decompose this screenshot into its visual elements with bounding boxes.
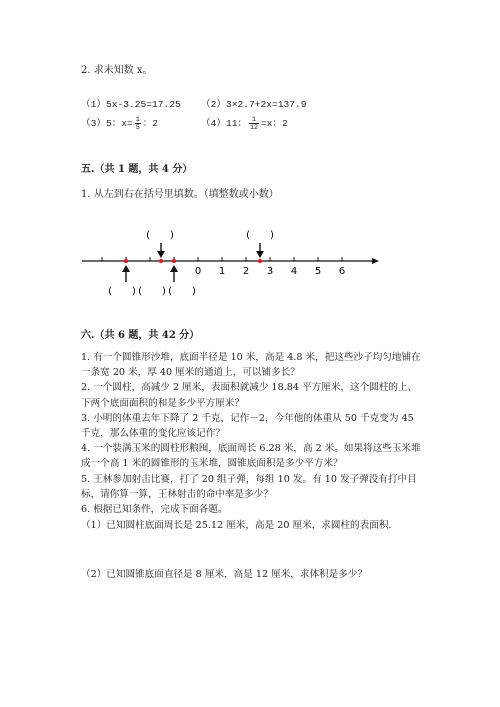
problem-4: 4. 一个装满玉米的圆柱形粮囤，底面周长 6.28 米，高 2 米。如果将这些玉米堆成一个高 1 米的圆锥形的玉米堆，圆锥底面积是多少平方米？: [81, 443, 421, 470]
answer-bracket-top-1: ( ): [146, 230, 174, 241]
fraction-numerator: 1: [249, 116, 259, 124]
tick-label: 3: [266, 266, 274, 277]
arrow-down-icon: [256, 243, 264, 258]
question-title: 2. 求未知数 x。: [81, 65, 153, 76]
tick-label: 0: [194, 266, 202, 277]
problem-6: 6. 根据已知条件，完成下面各题。: [81, 504, 228, 516]
answer-bracket-bottom-3: ( ): [168, 286, 196, 297]
equation-2: （2）3×2.7+2x=137.9: [201, 99, 307, 110]
problem-2: 2. 一个圆柱，高减少 2 厘米，表面积就减少 18.84 平方厘米，这个圆柱的上、下两个底面面积的和是多少平方厘米？: [81, 382, 418, 409]
problem-3: 3. 小明的体重去年下降了 2 千克，记作－2，今年他的体重从 50 千克变为 45 千克，那么体重的变化应该记作？: [81, 412, 414, 440]
equation-3-prefix: （3）5：x=: [81, 118, 133, 129]
sub-question-1: （1）已知圆柱底面周长是 25.12 厘米，高是 20 厘米，求圆柱的表面积.: [81, 520, 392, 531]
arrow-down-icon: [157, 243, 165, 258]
answer-bracket-bottom-2: ( ): [138, 286, 166, 297]
tick-label: 5: [314, 266, 322, 277]
question-text: 1. 从左到右在括号里填数。（填整数或小数）: [81, 189, 279, 200]
fraction-denominator: 12: [250, 123, 258, 131]
fraction-denominator: 5: [135, 123, 140, 131]
tick-label: 2: [242, 266, 250, 277]
answer-bracket-bottom-1: ( ): [108, 286, 136, 297]
axis-arrow-icon: [372, 258, 379, 264]
arrow-up-icon: [170, 265, 178, 282]
fraction-numerator: 1: [135, 115, 140, 123]
tick-label: 1: [218, 266, 226, 277]
section-heading-5: 五.（共 1 题，共 4 分）: [81, 164, 193, 175]
tick-label: 4: [290, 266, 298, 277]
answer-bracket-top-2: ( ): [246, 230, 274, 241]
equation-4-prefix: （4）11：: [201, 118, 248, 129]
problem-5: 5. 王林参加射击比赛，打了 20 组子弹，每组 10 发。有 10 发子弹没有打中目标，请你算一算，王林射击的命中率是多少？: [81, 473, 417, 500]
section-heading-6: 六.（共 6 题，共 42 分）: [81, 330, 200, 341]
equation-4-suffix: =x：2: [260, 118, 288, 129]
tick-label: 6: [338, 266, 346, 277]
equation-3-suffix: ：2: [142, 118, 159, 129]
arrow-up-icon: [122, 265, 130, 282]
word-problems: [81, 350, 426, 517]
problem-1: 1. 有一个圆锥形沙堆，底面半径是 10 米，高是 4.8 米，把这些沙子均匀地铺在一条宽 20 米，厚 40 厘米的通道上，可以铺多长？: [81, 352, 421, 379]
sub-question-2: （2）已知圆锥底面直径是 8 厘米，高是 12 厘米，求体积是多少？: [81, 569, 368, 580]
equation-1: （1）5x-3.25=17.25: [81, 99, 181, 110]
